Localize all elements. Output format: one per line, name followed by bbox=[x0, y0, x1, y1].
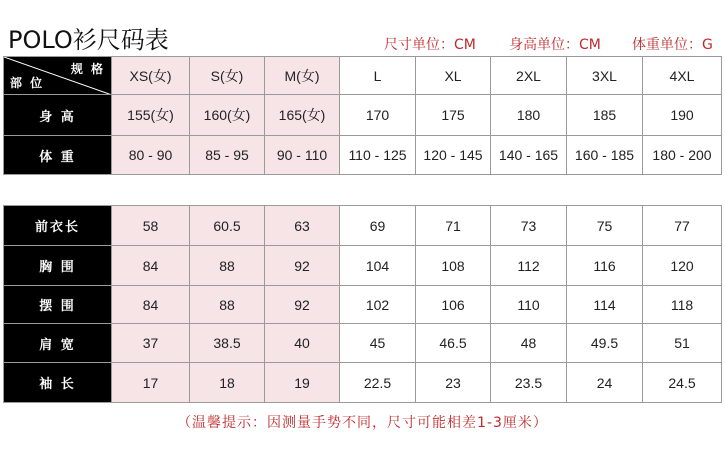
table-cell: 180 - 200 bbox=[643, 136, 722, 175]
table-cell: 49.5 bbox=[567, 324, 643, 363]
hem-row bbox=[4, 286, 722, 324]
table-cell: 118 bbox=[643, 286, 722, 324]
table-cell: 24.5 bbox=[643, 363, 722, 403]
row-label-chest: 胸 围 bbox=[4, 246, 112, 286]
table-cell: 120 bbox=[643, 246, 722, 286]
table-cell: 51 bbox=[643, 324, 722, 363]
table-cell: 88 bbox=[190, 286, 265, 324]
shoulder-row bbox=[4, 324, 722, 363]
row-label-height: 身 高 bbox=[4, 95, 112, 136]
page-title: POLO衫尺码表 bbox=[8, 26, 169, 54]
row-label-sleeve: 袖 长 bbox=[4, 363, 112, 403]
table-cell: 18 bbox=[190, 363, 265, 403]
table-cell: 114 bbox=[567, 286, 643, 324]
table-cell: 46.5 bbox=[416, 324, 491, 363]
size-header: L bbox=[340, 57, 416, 95]
table-cell: 23.5 bbox=[491, 363, 567, 403]
table-cell: 17 bbox=[112, 363, 190, 403]
table-cell: 116 bbox=[567, 246, 643, 286]
row-label-weight: 体 重 bbox=[4, 136, 112, 175]
table-cell: 110 bbox=[491, 286, 567, 324]
table-cell: 106 bbox=[416, 286, 491, 324]
table-cell: 102 bbox=[340, 286, 416, 324]
height-unit-label: 身高单位：CM bbox=[509, 37, 601, 53]
table-cell: 185 bbox=[567, 95, 643, 136]
chest-row bbox=[4, 246, 722, 286]
size-spec-table-bottom bbox=[3, 205, 722, 403]
table-cell: 175 bbox=[416, 95, 491, 136]
table-cell: 108 bbox=[416, 246, 491, 286]
table-cell: 104 bbox=[340, 246, 416, 286]
size-header: 2XL bbox=[491, 57, 567, 95]
table-cell: 84 bbox=[112, 246, 190, 286]
row-label-hem: 摆 围 bbox=[4, 286, 112, 324]
front-length-row bbox=[4, 206, 722, 246]
size-unit-label: 尺寸单位：CM bbox=[384, 37, 476, 53]
table-cell: 45 bbox=[340, 324, 416, 363]
table-cell: 170 bbox=[340, 95, 416, 136]
table-cell: 180 bbox=[491, 95, 567, 136]
row-label-shoulder: 肩 宽 bbox=[4, 324, 112, 363]
table-cell: 84 bbox=[112, 286, 190, 324]
row-label-front-length: 前衣长 bbox=[4, 206, 112, 246]
table-cell: 110 - 125 bbox=[340, 136, 416, 175]
corner-part-label: 部 位 bbox=[10, 76, 45, 90]
table-cell: 190 bbox=[643, 95, 722, 136]
table-cell: 48 bbox=[491, 324, 567, 363]
height-row bbox=[4, 95, 722, 136]
table-cell: 40 bbox=[265, 324, 340, 363]
table-cell: 58 bbox=[112, 206, 190, 246]
table-cell: 37 bbox=[112, 324, 190, 363]
table-cell: 23 bbox=[416, 363, 491, 403]
table-cell: 92 bbox=[265, 286, 340, 324]
weight-row bbox=[4, 136, 722, 175]
table-cell: 19 bbox=[265, 363, 340, 403]
size-header: 3XL bbox=[567, 57, 643, 95]
table-cell: 85 - 95 bbox=[190, 136, 265, 175]
table-cell: 73 bbox=[491, 206, 567, 246]
header-row bbox=[4, 57, 722, 95]
table-cell: 71 bbox=[416, 206, 491, 246]
weight-unit-label: 体重单位：G bbox=[632, 37, 713, 53]
size-header: XL bbox=[416, 57, 491, 95]
table-cell: 63 bbox=[265, 206, 340, 246]
table-cell: 160(女) bbox=[190, 95, 265, 136]
table-cell: 88 bbox=[190, 246, 265, 286]
size-spec-table-top bbox=[3, 56, 722, 175]
size-header: 4XL bbox=[643, 57, 722, 95]
table-cell: 22.5 bbox=[340, 363, 416, 403]
table-cell: 77 bbox=[643, 206, 722, 246]
table-cell: 90 - 110 bbox=[265, 136, 340, 175]
size-header: M(女) bbox=[265, 57, 340, 95]
table-cell: 160 - 185 bbox=[567, 136, 643, 175]
table-cell: 140 - 165 bbox=[491, 136, 567, 175]
table-cell: 75 bbox=[567, 206, 643, 246]
table-cell: 155(女) bbox=[112, 95, 190, 136]
table-cell: 80 - 90 bbox=[112, 136, 190, 175]
corner-spec-label: 规 格 bbox=[70, 62, 105, 76]
table-cell: 69 bbox=[340, 206, 416, 246]
table-cell: 38.5 bbox=[190, 324, 265, 363]
size-header: XS(女) bbox=[112, 57, 190, 95]
table-cell: 60.5 bbox=[190, 206, 265, 246]
corner-header bbox=[4, 57, 112, 95]
size-header: S(女) bbox=[190, 57, 265, 95]
measurement-note: （温馨提示：因测量手势不同，尺寸可能相差1-3厘米） bbox=[177, 415, 548, 431]
table-cell: 165(女) bbox=[265, 95, 340, 136]
table-cell: 120 - 145 bbox=[416, 136, 491, 175]
table-cell: 24 bbox=[567, 363, 643, 403]
table-cell: 92 bbox=[265, 246, 340, 286]
sleeve-row bbox=[4, 363, 722, 403]
table-cell: 112 bbox=[491, 246, 567, 286]
